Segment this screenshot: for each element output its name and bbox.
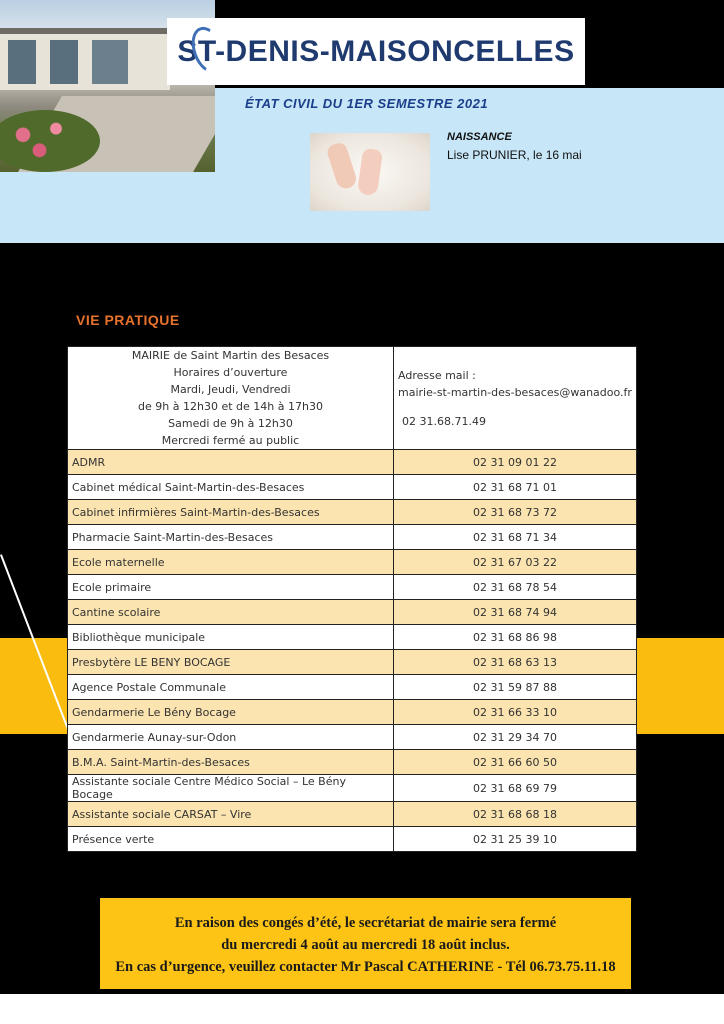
table-row bbox=[68, 625, 637, 650]
service-name: Ecole maternelle bbox=[68, 550, 394, 575]
table-row bbox=[68, 750, 637, 775]
table-row bbox=[68, 700, 637, 725]
mairie-line: Mercredi fermé au public bbox=[161, 434, 300, 447]
notice-line: du mercredi 4 août au mercredi 18 août inclus. bbox=[221, 937, 510, 953]
service-phone: 02 31 59 87 88 bbox=[394, 675, 637, 700]
service-phone: 02 31 68 78 54 bbox=[394, 575, 637, 600]
table-row bbox=[68, 675, 637, 700]
table-row bbox=[68, 725, 637, 750]
service-phone: 02 31 67 03 22 bbox=[394, 550, 637, 575]
vie-pratique-heading: VIE PRATIQUE bbox=[76, 312, 180, 328]
mairie-line: de 9h à 12h30 et de 14h à 17h30 bbox=[138, 400, 323, 413]
table-row bbox=[68, 450, 637, 475]
etat-civil-heading: ÉTAT CIVIL DU 1ER SEMESTRE 2021 bbox=[245, 96, 489, 111]
table-row bbox=[68, 525, 637, 550]
mairie-line: Mardi, Jeudi, Vendredi bbox=[170, 383, 291, 396]
notice-line: En cas d’urgence, veuillez contacter Mr Pascal CATHERINE - Tél 06.73.75.11.18 bbox=[115, 959, 616, 975]
service-name: Cabinet infirmières Saint-Martin-des-Besaces bbox=[68, 500, 394, 525]
mairie-phone: 02 31.68.71.49 bbox=[402, 414, 486, 428]
table-row bbox=[68, 775, 637, 802]
service-phone: 02 31 68 73 72 bbox=[394, 500, 637, 525]
service-name: Présence verte bbox=[68, 827, 394, 852]
service-phone: 02 31 66 60 50 bbox=[394, 750, 637, 775]
table-row bbox=[68, 500, 637, 525]
service-phone: 02 31 68 86 98 bbox=[394, 625, 637, 650]
service-name: B.M.A. Saint-Martin-des-Besaces bbox=[68, 750, 394, 775]
service-name: Cantine scolaire bbox=[68, 600, 394, 625]
table-row bbox=[68, 475, 637, 500]
service-phone: 02 31 25 39 10 bbox=[394, 827, 637, 852]
service-phone: 02 31 66 33 10 bbox=[394, 700, 637, 725]
service-name: Cabinet médical Saint-Martin-des-Besaces bbox=[68, 475, 394, 500]
service-phone: 02 31 68 74 94 bbox=[394, 600, 637, 625]
service-name: Ecole primaire bbox=[68, 575, 394, 600]
service-phone: 02 31 09 01 22 bbox=[394, 450, 637, 475]
service-name: Presbytère LE BENY BOCAGE bbox=[68, 650, 394, 675]
service-phone: 02 31 68 71 34 bbox=[394, 525, 637, 550]
table-row bbox=[68, 550, 637, 575]
service-name: Agence Postale Communale bbox=[68, 675, 394, 700]
naissance-entry: Lise PRUNIER, le 16 mai bbox=[447, 148, 582, 162]
service-name: Gendarmerie Aunay-sur-Odon bbox=[68, 725, 394, 750]
service-phone: 02 31 68 68 18 bbox=[394, 802, 637, 827]
table-row bbox=[68, 600, 637, 625]
table-row bbox=[68, 827, 637, 852]
table-row bbox=[68, 575, 637, 600]
naissance-label: NAISSANCE bbox=[447, 131, 512, 143]
table-row bbox=[68, 802, 637, 827]
mairie-email-link[interactable]: mairie-st-martin-des-besaces@wanadoo.fr bbox=[398, 385, 632, 399]
service-name: ADMR bbox=[68, 450, 394, 475]
contacts-table bbox=[67, 346, 637, 852]
mairie-line: MAIRIE de Saint Martin des Besaces bbox=[131, 349, 330, 362]
title-box bbox=[167, 18, 585, 85]
service-name: Assistante sociale CARSAT – Vire bbox=[68, 802, 394, 827]
mairie-row bbox=[68, 347, 637, 450]
service-phone: 02 31 68 71 01 bbox=[394, 475, 637, 500]
service-phone: 02 31 68 69 79 bbox=[394, 775, 637, 802]
service-name: Assistante sociale Centre Médico Social – Le Bény Bocage bbox=[68, 775, 394, 802]
mairie-hours-cell bbox=[68, 347, 394, 450]
service-name: Gendarmerie Le Bény Bocage bbox=[68, 700, 394, 725]
table-row bbox=[68, 650, 637, 675]
page-title: ST-DENIS-MAISONCELLES bbox=[177, 34, 575, 68]
service-name: Pharmacie Saint-Martin-des-Besaces bbox=[68, 525, 394, 550]
baby-feet-photo bbox=[310, 133, 430, 211]
notice-line: En raison des congés d’été, le secrétariat de mairie sera fermé bbox=[174, 915, 557, 931]
mail-label: Adresse mail : bbox=[398, 368, 476, 382]
service-phone: 02 31 29 34 70 bbox=[394, 725, 637, 750]
service-name: Bibliothèque municipale bbox=[68, 625, 394, 650]
bottom-strip bbox=[0, 994, 724, 1024]
service-phone: 02 31 68 63 13 bbox=[394, 650, 637, 675]
mairie-contact-cell bbox=[394, 347, 637, 450]
summer-closure-notice bbox=[100, 898, 631, 989]
mairie-line: Samedi de 9h à 12h30 bbox=[168, 417, 293, 430]
mairie-line: Horaires d’ouverture bbox=[173, 366, 288, 379]
